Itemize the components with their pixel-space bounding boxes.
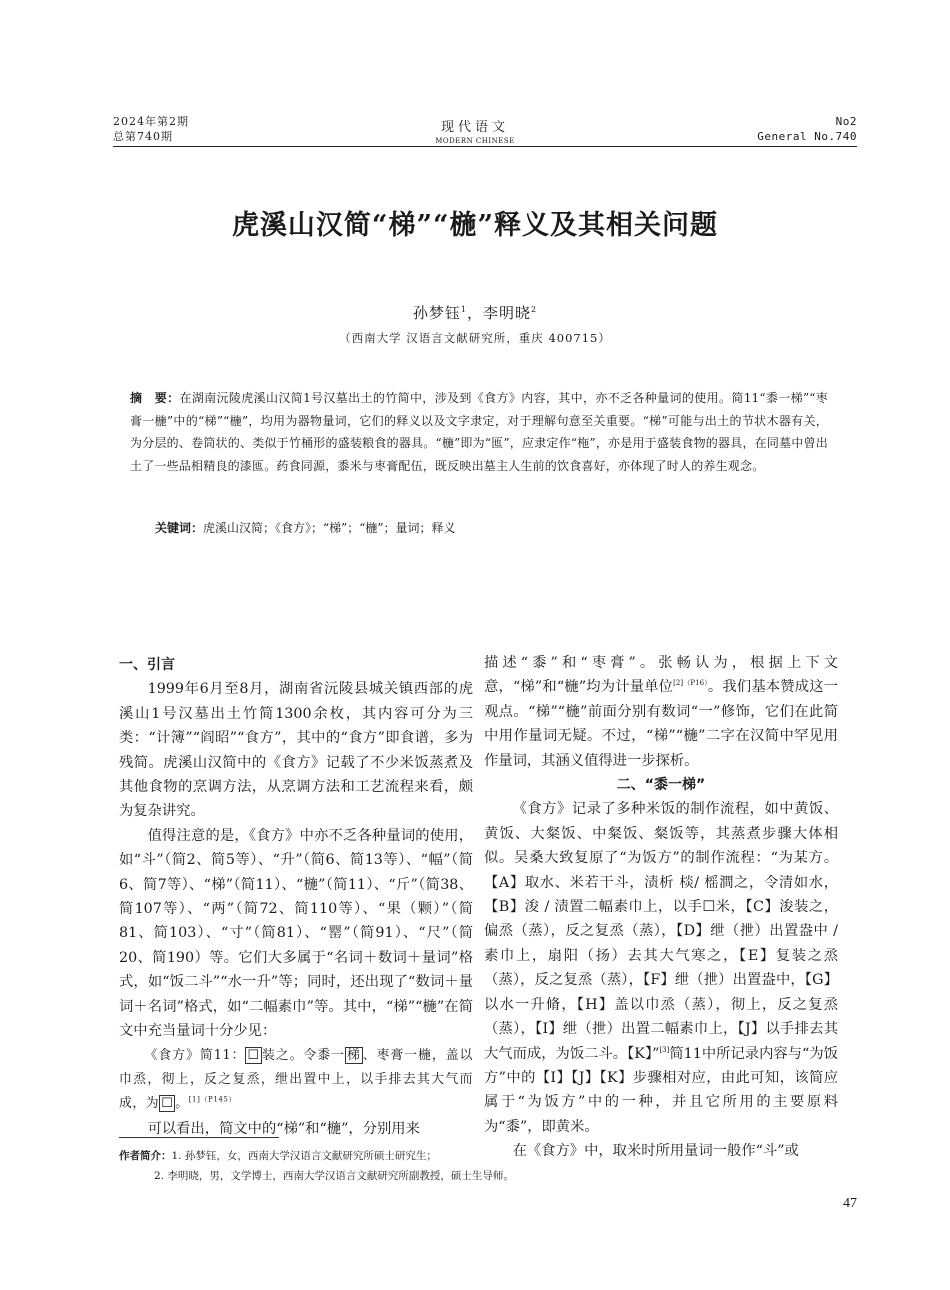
paragraph: 值得注意的是，《食方》中亦不乏各种量词的使用，如“斗”（简2、简5等）、“升”（简6、简13等）、“幅”（简6、简7等）、“梯”（简11）、“椸”（简11）、“斤”（简38、简107等）、“两”（简72、简110等）、“果（颗）”（简81、简103）、“寸”（简81）、“罂”（简91）、“尺”（简20、简190）等。它们大多属于“名词＋数词＋量词”格式，如“饭二斗”“水一升”等；同时，还出现了“数词＋量词＋名词”格式，如“二幅素巾”等。其中，“梯”“椸”在简文中充当量词十分少见：	[119, 827, 473, 1040]
body-column-left	[119, 653, 473, 1141]
authors	[0, 302, 950, 323]
section-heading-2: 二、“黍一梯”	[616, 777, 706, 794]
paragraph-text: 《食方》记录了多种米饭的制作流程，如中黄饭、黄饭、大粲饭、中粲饭、粲饭等，其蒸煮步骤大体相似。吴桑大致复原了“为饭方”的制作流程：“为某方。【A】取水、米若干斗，渍析 棪/ 榣澗之，令清如水，【B】浚 / 渍置二幅素巾上，以手☐米，【C】浚装之，偏烝（蒸），反之复烝（蒸），【D】绁（抴）出置盎中 / 素巾上，扇阳（扬）去其大气寒之，【E】复装之烝（蒸），反之复烝（蒸），【F】绁（抴）出置盎中，【G】以水一升脩，【H】盖以巾烝（蒸），彻上，反之复烝（蒸），【I】绁（抴）出置二幅素巾上，【J】以手排去其大气而成，为饭二斗。【K】”	[484, 801, 838, 1062]
paragraph: 可以看出，简文中的“梯”和“椸”，分别用来	[147, 1120, 420, 1137]
page-number: 47	[843, 1196, 857, 1211]
citation: [1]（P145）	[188, 1096, 237, 1105]
journal-name-en: MODERN CHINESE	[435, 137, 515, 145]
header-divider	[113, 146, 857, 147]
footnote-text: 1. 孙梦钰，女，西南大学汉语言文献研究所硕士研究生；	[171, 1150, 437, 1162]
general-no-label: General No.740	[757, 130, 857, 143]
footnote-1	[119, 1146, 859, 1166]
author-2-sup: 2	[531, 305, 538, 314]
abstract	[130, 387, 828, 477]
footnote-2: 2. 李明晓，男，文学博士，西南大学汉语言文献研究所副教授，硕士生导师。	[154, 1170, 514, 1182]
journal-name-cn: 现代语文	[440, 120, 509, 135]
citation: [3]	[659, 1045, 670, 1054]
damaged-char-box: ☐	[247, 1047, 260, 1063]
issue-number: 2024年第2期	[113, 115, 189, 128]
paragraph-text: 。我们基本赞成这一观点。“梯”“椸”前面分别有数词“一”修饰，它们在此简中用作量词无疑。不过，“梯”“椸”二字在汉简中罕见用作量词，其涵义值得进一步探析。	[484, 679, 838, 769]
boxed-char: 梯	[346, 1047, 361, 1063]
quotation	[119, 1044, 473, 1117]
quote-text: 。	[175, 1096, 189, 1112]
paragraph	[484, 651, 838, 773]
paragraph-text: 简11中所记录内容与“为饭方”中的【I】【J】【K】步骤相对应，由此可知，该简应属于“为饭方”中的一种，并且它所用的主要原料为“黍”，即黄米。	[484, 1045, 838, 1135]
paragraph: 在《食方》中，取米时所用量词一般作“斗”或	[512, 1143, 799, 1160]
paragraph: 1999年6月至8月，湖南省沅陵县城关镇西部的虎溪山1号汉墓出土竹简1300余枚，其内容可分为三类：“计簿”“阎昭”“食方”，其中的“食方”即食谱，多为残简。虎溪山汉简中的《食方》记载了不少米饭蒸煮及其他食物的烹调方法，从烹调方法和工艺流程来看，颇为复杂讲究。	[119, 681, 473, 820]
total-issue-number: 总第740期	[113, 130, 173, 143]
author-notes-label: 作者简介：	[119, 1150, 172, 1162]
abstract-text: 在湖南沅陵虎溪山汉简1号汉墓出土的竹简中，涉及到《食方》内容，其中，亦不乏各种量词的使用。简11“黍一梯”“枣膏一椸”中的“梯”“椸”，均用为器物量词，它们的释义以及文字隶定，对于理解句意至关重要。“梯”可能与出土的节状木器有关，为分层的、卷筒状的、类似于竹桶形的盛装粮食的器具。“椸”即为“匜”，应隶定作“柂”，亦是用于盛装食物的器具，在同墓中曾出土了一些品相精良的漆匜。药食同源，黍米与枣膏配伍，既反映出墓主人生前的饮食喜好，亦体现了时人的养生观念。	[130, 391, 828, 473]
article-title: 虎溪山汉简“梯”“椸”释义及其相关问题	[231, 210, 719, 241]
author-2: 李明晓	[483, 304, 532, 322]
abstract-label: 摘 要：	[130, 391, 180, 405]
paragraph	[484, 797, 838, 1139]
no-label: No2	[835, 115, 857, 128]
author-1-sup: 1	[460, 305, 467, 314]
footnote-divider	[119, 1137, 279, 1138]
quote-text: 装之。令黍一	[261, 1047, 345, 1063]
citation: [2]（P16）	[673, 679, 708, 688]
affiliation: （西南大学 汉语言文献研究所，重庆 400715）	[339, 331, 611, 345]
quote-source: 《食方》简11：	[144, 1047, 246, 1063]
author-notes	[119, 1146, 859, 1186]
quote-text: 、枣膏一椸，盖以巾烝，彻上，反之复烝，绁出置中上，以手排去其大气而成，为	[119, 1047, 473, 1112]
issue-info-en	[757, 114, 857, 144]
keywords-label: 关键词：	[155, 521, 204, 535]
body-column-right	[484, 651, 838, 1164]
keywords	[155, 518, 828, 538]
keywords-text: 虎溪山汉简；《食方》；“梯”；“椸”；量词；释义	[203, 521, 456, 535]
author-1: 孙梦钰	[412, 304, 461, 322]
author-separator: ，	[466, 304, 483, 322]
damaged-char-box: ☐	[161, 1096, 174, 1112]
section-heading-1: 一、引言	[119, 657, 175, 673]
paragraph-text: 描述“黍”和“枣膏”。张畅认为，根据上下文意，“梯”和“椸”均为计量单位	[484, 655, 838, 696]
